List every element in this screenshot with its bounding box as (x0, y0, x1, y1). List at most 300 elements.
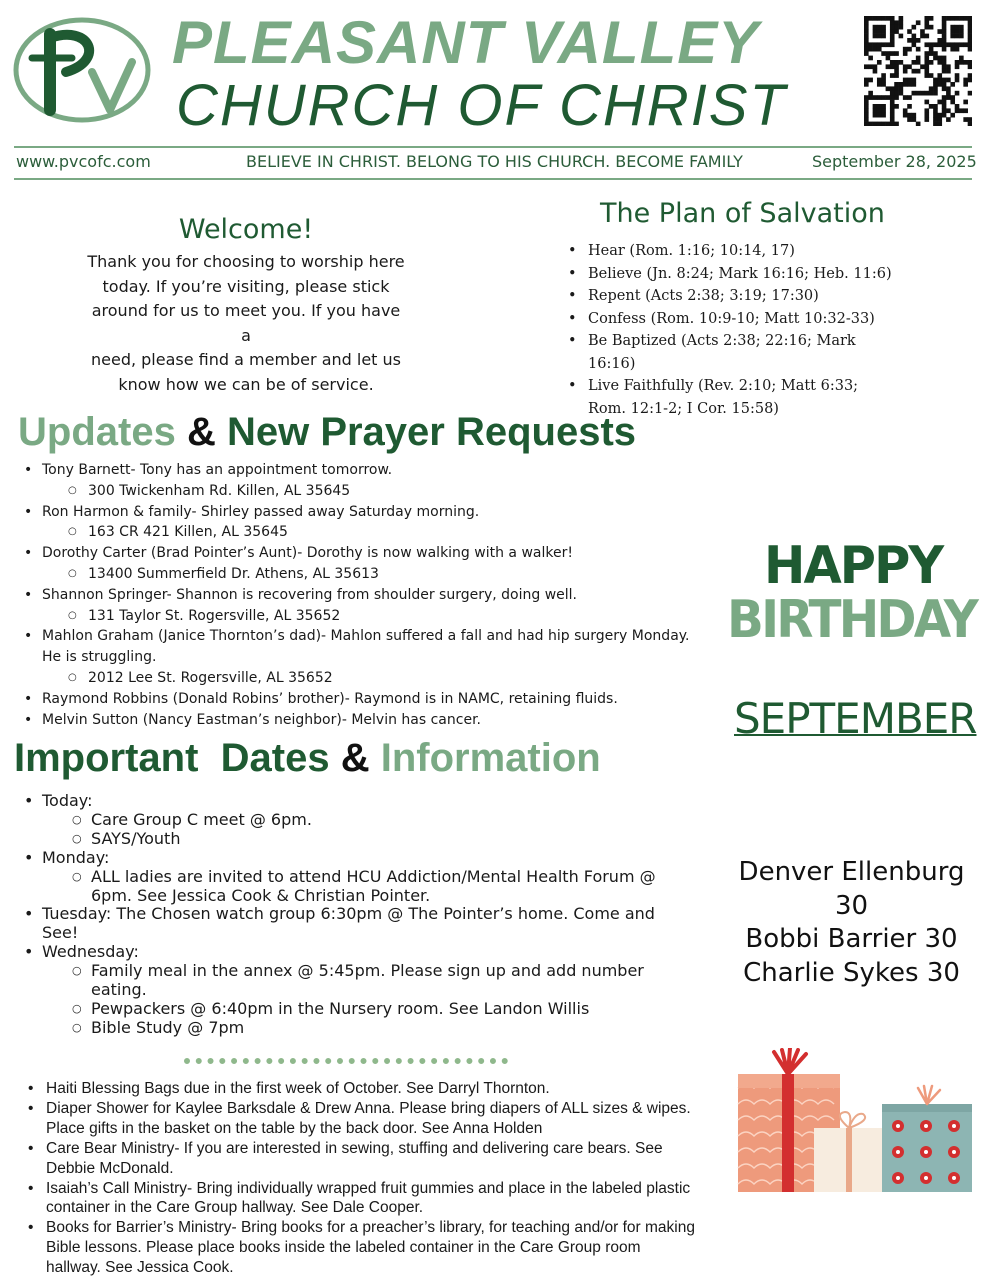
updates-heading-amp: & (186, 410, 216, 454)
qr-module (903, 47, 908, 52)
qr-module (937, 113, 942, 118)
qr-module (929, 86, 934, 91)
qr-module (903, 82, 908, 87)
qr-module (881, 73, 886, 78)
qr-module (864, 42, 869, 47)
qr-module (933, 104, 938, 109)
qr-module (929, 104, 934, 109)
qr-module (890, 38, 895, 43)
qr-module (963, 117, 968, 122)
qr-module (942, 108, 947, 113)
qr-module (903, 95, 908, 100)
qr-module (942, 86, 947, 91)
qr-module (912, 60, 917, 65)
qr-module (903, 69, 908, 74)
updates-heading-word2: New Prayer Requests (226, 410, 637, 454)
qr-module (920, 29, 925, 34)
qr-module (912, 117, 917, 122)
qr-module (929, 47, 934, 52)
qr-module (873, 16, 878, 21)
qr-module (929, 16, 934, 21)
ministry-item: • Care Bear Ministry- If you are interested in sewing, stuffing and delivering care bears. See Debbie McDonald. (26, 1139, 696, 1179)
prayer-text: Dorothy Carter (Brad Pointer’s Aunt)- Dorothy is now walking with a walker! (42, 545, 573, 562)
birthday-name: Bobbi Barrier 30 (745, 924, 958, 954)
qr-module (920, 91, 925, 96)
welcome-title: Welcome! (178, 214, 314, 245)
qr-module (873, 34, 878, 39)
qr-module (881, 51, 886, 56)
plan-step: • Hear (Rom. 1:16; 10:14, 17) (568, 240, 898, 263)
ministry-list (26, 1079, 696, 1278)
qr-module (920, 64, 925, 69)
ministry-item: • Diaper Shower for Kaylee Barksdale & Drew Anna. Please bring diapers of ALL sizes & wipes. Place gifts in the basket on the table by the back door. See Anna Holden (26, 1099, 696, 1139)
qr-module (912, 42, 917, 47)
prayer-address: ○ 131 Taylor St. Rogersville, AL 35652 (42, 606, 702, 627)
dates-heading-amp: & (340, 736, 370, 780)
plan-title: The Plan of Salvation (600, 198, 885, 229)
qr-module (929, 60, 934, 65)
qr-module (924, 42, 929, 47)
qr-module (937, 100, 942, 105)
dates-heading-word1: Important Dates (14, 736, 330, 780)
qr-module (907, 104, 912, 109)
qr-module (942, 38, 947, 43)
qr-module (955, 16, 960, 21)
qr-module (894, 69, 899, 74)
qr-module (873, 47, 878, 52)
church-motto: BELIEVE IN CHRIST. BELONG TO HIS CHURCH. BECOME FAMILY (246, 152, 743, 171)
bulletin-date: September 28, 2025 (812, 152, 977, 171)
qr-module (916, 122, 921, 126)
qr-module (942, 34, 947, 39)
qr-module (894, 82, 899, 87)
qr-module (950, 95, 955, 100)
qr-module (881, 108, 886, 113)
plan-step: • Believe (Jn. 8:24; Mark 16:16; Heb. 11:6) (568, 263, 898, 286)
church-name-line2: CHURCH OF CHRIST (176, 73, 787, 138)
qr-module (912, 91, 917, 96)
prayer-item (22, 710, 702, 731)
qr-module (864, 25, 869, 30)
qr-module (877, 25, 882, 30)
qr-module (890, 95, 895, 100)
qr-module (881, 29, 886, 34)
qr-module (890, 20, 895, 25)
qr-module (886, 56, 891, 61)
qr-module (864, 95, 869, 100)
qr-module (933, 117, 938, 122)
qr-code[interactable] (864, 16, 972, 126)
qr-module (968, 16, 972, 21)
qr-module (950, 82, 955, 87)
qr-module (955, 47, 960, 52)
qr-module (946, 78, 951, 83)
qr-module (968, 25, 972, 30)
qr-module (864, 122, 869, 126)
church-logo (10, 14, 160, 126)
qr-module (924, 117, 929, 122)
qr-module (890, 34, 895, 39)
qr-module (959, 25, 964, 30)
qr-module (924, 91, 929, 96)
welcome-line: today. If you’re visiting, please stick (102, 276, 390, 296)
qr-module (890, 86, 895, 91)
plan-step: • Be Baptized (Acts 2:38; 22:16; Mark 16:16) (568, 330, 898, 375)
welcome-line: need, please find a member and let us (90, 350, 401, 369)
qr-module (929, 42, 934, 47)
qr-module (864, 20, 869, 25)
qr-module (933, 91, 938, 96)
qr-module (868, 91, 873, 96)
qr-module (877, 34, 882, 39)
qr-module (864, 34, 869, 39)
qr-module (937, 29, 942, 34)
qr-module (907, 78, 912, 83)
date-detail: ○ Pewpackers @ 6:40pm in the Nursery room. See Landon Willis (42, 1000, 682, 1019)
prayer-text: Tony Barnett- Tony has an appointment tomorrow. (42, 462, 393, 478)
qr-module (886, 42, 891, 47)
qr-module (968, 34, 972, 39)
qr-module (881, 95, 886, 100)
qr-module (942, 104, 947, 109)
qr-module (890, 113, 895, 118)
qr-module (864, 100, 869, 105)
qr-module (877, 104, 882, 109)
qr-module (894, 73, 899, 78)
qr-module (959, 34, 964, 39)
qr-module (950, 47, 955, 52)
qr-module (894, 91, 899, 96)
qr-module (933, 122, 938, 126)
qr-module (881, 122, 886, 126)
qr-module (955, 64, 960, 69)
qr-module (959, 108, 964, 113)
qr-module (881, 78, 886, 83)
qr-module (873, 25, 878, 30)
qr-module (933, 78, 938, 83)
date-detail: ○ Family meal in the annex @ 5:45pm. Please sign up and add number eating. (42, 962, 682, 1000)
date-item-tuesday: • Tuesday: The Chosen watch group 6:30pm @ The Pointer’s home. Come and See! (22, 905, 682, 943)
qr-module (886, 122, 891, 126)
qr-module (946, 64, 951, 69)
qr-module (946, 16, 951, 21)
qr-module (886, 95, 891, 100)
qr-module (942, 29, 947, 34)
qr-module (873, 113, 878, 118)
plan-step: • Live Faithfully (Rev. 2:10; Matt 6:33; (568, 375, 898, 398)
qr-module (942, 60, 947, 65)
qr-module (942, 25, 947, 30)
qr-module (877, 60, 882, 65)
qr-module (963, 100, 968, 105)
qr-module (968, 122, 972, 126)
qr-module (864, 78, 869, 83)
qr-module (916, 38, 921, 43)
ministry-item: • Books for Barrier’s Ministry- Bring books for a preacher’s library, for teaching and/or for making Bible lessons. Please place books inside the labeled container in the Care Group room hallway. See Jessica Cook. (26, 1218, 696, 1278)
qr-module (924, 60, 929, 65)
updates-heading (18, 410, 636, 455)
qr-module (868, 122, 873, 126)
church-name-line1: PLEASANT VALLEY (172, 9, 760, 76)
qr-module (899, 82, 904, 87)
qr-module (899, 60, 904, 65)
qr-module (937, 78, 942, 83)
qr-module (955, 42, 960, 47)
qr-module (873, 64, 878, 69)
qr-module (899, 20, 904, 25)
qr-module (924, 20, 929, 25)
qr-module (916, 91, 921, 96)
prayer-address: ○ 13400 Summerfield Dr. Athens, AL 35613 (42, 564, 702, 585)
qr-module (959, 42, 964, 47)
qr-module (873, 104, 878, 109)
qr-module (924, 113, 929, 118)
qr-module (894, 86, 899, 91)
qr-module (968, 117, 972, 122)
date-detail: ○ ALL ladies are invited to attend HCU Addiction/Mental Health Forum @ 6pm. See Jessica Cook & Christian Pointer. (42, 868, 682, 906)
qr-module (894, 51, 899, 56)
qr-module (881, 42, 886, 47)
prayer-text: Ron Harmon & family- Shirley passed away Saturday morning. (42, 503, 480, 520)
qr-module (890, 64, 895, 69)
prayer-address: ○ 300 Twickenham Rd. Killen, AL 35645 (42, 481, 702, 502)
qr-module (946, 108, 951, 113)
qr-module (963, 108, 968, 113)
qr-module (864, 108, 869, 113)
qr-module (899, 16, 904, 21)
qr-module (877, 82, 882, 87)
qr-module (933, 51, 938, 56)
qr-module (864, 29, 869, 34)
qr-module (873, 42, 878, 47)
qr-module (942, 69, 947, 74)
qr-module (924, 25, 929, 30)
qr-module (950, 42, 955, 47)
qr-module (873, 29, 878, 34)
qr-module (907, 47, 912, 52)
qr-module (963, 60, 968, 65)
qr-module (924, 56, 929, 61)
qr-module (924, 108, 929, 113)
updates-heading-word1: Updates (18, 410, 176, 454)
qr-module (864, 38, 869, 43)
prayer-item (22, 460, 702, 502)
qr-module (873, 108, 878, 113)
qr-module (968, 78, 972, 83)
qr-module (894, 64, 899, 69)
qr-module (955, 29, 960, 34)
prayer-item (22, 689, 702, 710)
qr-module (946, 42, 951, 47)
qr-module (929, 73, 934, 78)
qr-module (886, 86, 891, 91)
qr-module (942, 78, 947, 83)
qr-module (864, 51, 869, 56)
qr-module (933, 113, 938, 118)
ministry-item: • Isaiah’s Call Ministry- Bring individually wrapped fruit gummies and place in the labeled plastic container in the Care Group hallway. See Dale Cooper. (26, 1179, 696, 1219)
qr-module (946, 86, 951, 91)
qr-module (894, 25, 899, 30)
qr-module (924, 64, 929, 69)
qr-module (864, 117, 869, 122)
qr-module (877, 29, 882, 34)
qr-module (950, 34, 955, 39)
qr-module (877, 122, 882, 126)
qr-module (933, 42, 938, 47)
qr-module (942, 42, 947, 47)
qr-module (907, 38, 912, 43)
qr-module (912, 25, 917, 30)
qr-module (942, 47, 947, 52)
qr-module (877, 108, 882, 113)
qr-module (942, 56, 947, 61)
qr-module (890, 100, 895, 105)
qr-module (873, 122, 878, 126)
qr-module (942, 16, 947, 21)
qr-module (886, 16, 891, 21)
qr-module (894, 60, 899, 65)
qr-module (937, 117, 942, 122)
qr-module (950, 113, 955, 118)
qr-module (864, 64, 869, 69)
qr-module (924, 34, 929, 39)
qr-module (881, 104, 886, 109)
qr-module (968, 42, 972, 47)
qr-module (868, 47, 873, 52)
qr-module (946, 91, 951, 96)
qr-module (894, 122, 899, 126)
birthday-name: Denver Ellenburg 30 (738, 857, 965, 921)
qr-module (912, 113, 917, 118)
qr-module (968, 38, 972, 43)
qr-module (946, 117, 951, 122)
date-detail: ○ SAYS/Youth (42, 830, 682, 849)
qr-module (903, 64, 908, 69)
qr-module (868, 42, 873, 47)
qr-module (890, 117, 895, 122)
dates-heading (14, 736, 601, 781)
prayer-text: Melvin Sutton (Nancy Eastman’s neighbor)- Melvin has cancer. (42, 711, 481, 728)
qr-module (907, 64, 912, 69)
qr-module (950, 29, 955, 34)
qr-module (899, 91, 904, 96)
qr-module (907, 95, 912, 100)
date-label: Wednesday: (42, 942, 139, 962)
qr-module (912, 34, 917, 39)
qr-module (873, 69, 878, 74)
qr-module (937, 122, 942, 126)
birthday-name: Charlie Sykes 30 (743, 957, 960, 988)
qr-module (955, 34, 960, 39)
qr-module (894, 29, 899, 34)
dotted-divider (184, 1058, 508, 1064)
plan-list (568, 240, 898, 420)
qr-module (890, 91, 895, 96)
qr-module (933, 108, 938, 113)
qr-module (968, 73, 972, 78)
qr-module (890, 104, 895, 109)
qr-module (968, 91, 972, 96)
qr-module (963, 42, 968, 47)
dates-heading-word2: Information (380, 736, 601, 780)
website-link[interactable]: www.pvcofc.com (16, 152, 151, 171)
qr-module (937, 38, 942, 43)
plan-step: • Confess (Rom. 10:9-10; Matt 10:32-33) (568, 308, 898, 331)
qr-module (937, 42, 942, 47)
header-rule-top (14, 146, 972, 148)
qr-module (907, 29, 912, 34)
qr-module (864, 16, 869, 21)
qr-module (894, 20, 899, 25)
qr-module (877, 16, 882, 21)
plan-step-continued: Rom. 12:1-2; I Cor. 15:58) (588, 400, 779, 417)
prayer-item (22, 502, 702, 544)
qr-module (907, 113, 912, 118)
qr-module (937, 60, 942, 65)
qr-module (912, 69, 917, 74)
qr-module (903, 51, 908, 56)
qr-module (864, 113, 869, 118)
prayer-address: ○ 163 CR 421 Killen, AL 35645 (42, 522, 702, 543)
qr-module (959, 16, 964, 21)
qr-module (864, 47, 869, 52)
qr-module (890, 51, 895, 56)
qr-module (968, 29, 972, 34)
qr-module (877, 47, 882, 52)
qr-module (890, 25, 895, 30)
qr-module (877, 95, 882, 100)
prayer-text: Mahlon Graham (Janice Thornton’s dad)- Mahlon suffered a fall and had hip surgery Monday. He is struggling. (42, 628, 690, 666)
birthday-title: BIRTHDAY (727, 590, 977, 650)
qr-module (946, 69, 951, 74)
date-item-today (22, 792, 682, 849)
qr-module (924, 16, 929, 21)
qr-module (877, 78, 882, 83)
qr-module (890, 42, 895, 47)
qr-module (968, 64, 972, 69)
qr-module (937, 56, 942, 61)
qr-module (942, 64, 947, 69)
qr-module (899, 25, 904, 30)
welcome-line: around for us to meet you. If you have a (91, 301, 401, 345)
qr-module (881, 113, 886, 118)
qr-module (916, 20, 921, 25)
qr-module (894, 104, 899, 109)
welcome-text (86, 250, 406, 397)
qr-module (929, 91, 934, 96)
date-item-wednesday (22, 943, 682, 1038)
qr-module (942, 95, 947, 100)
qr-module (868, 78, 873, 83)
qr-module (864, 104, 869, 109)
qr-module (890, 16, 895, 21)
qr-module (933, 86, 938, 91)
qr-module (929, 25, 934, 30)
qr-module (968, 20, 972, 25)
qr-module (937, 73, 942, 78)
qr-module (907, 117, 912, 122)
qr-module (912, 78, 917, 83)
qr-module (950, 25, 955, 30)
prayer-address: ○ 2012 Lee St. Rogersville, AL 35652 (42, 668, 702, 689)
qr-module (877, 113, 882, 118)
qr-module (942, 20, 947, 25)
qr-module (959, 60, 964, 65)
qr-module (886, 51, 891, 56)
qr-module (955, 104, 960, 109)
date-label: Today: (42, 791, 93, 810)
qr-module (955, 108, 960, 113)
